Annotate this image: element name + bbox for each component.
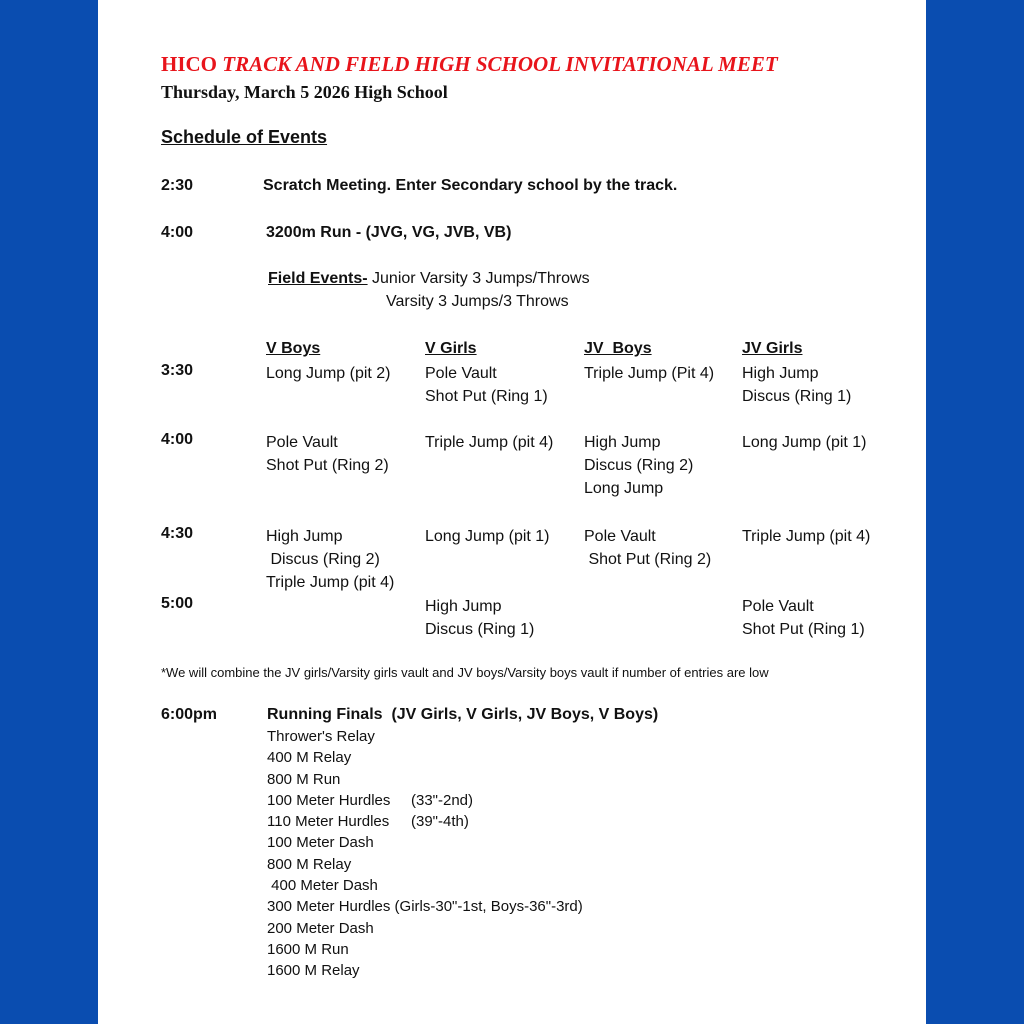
event-entry: Discus (Ring 2) (584, 457, 694, 474)
slot-cell (742, 362, 851, 408)
slot-cell (425, 362, 548, 408)
finals-event-name: 200 Meter Dash (267, 919, 374, 937)
field-events-line2: Varsity 3 Jumps/3 Throws (386, 293, 569, 310)
finals-event (267, 832, 583, 853)
finals-event-name: 100 Meter Dash (267, 834, 374, 852)
finals-event (267, 939, 583, 960)
schedule-heading: Schedule of Events (161, 127, 328, 147)
column-v-girls: V Girls (425, 340, 477, 357)
finals-title: Running Finals (JV Girls, V Girls, JV Boys, V Boys) (267, 706, 659, 723)
column-jv-girls: JV Girls (742, 340, 803, 357)
finals-event (267, 790, 583, 811)
finals-event-list (267, 726, 583, 982)
event-entry: Triple Jump (pit 4) (742, 528, 871, 545)
event-entry: Pole Vault (584, 528, 656, 545)
slot-time: 5:00 (161, 595, 194, 612)
event-entry: Discus (Ring 1) (742, 388, 852, 405)
event-entry: Shot Put (Ring 1) (742, 621, 865, 638)
slot-cell (584, 431, 693, 500)
event-entry: Discus (Ring 1) (425, 621, 535, 638)
finals-event-name: 100 Meter Hurdles (267, 791, 391, 809)
finals-event-name: 1600 M Run (267, 940, 349, 958)
event-entry: Triple Jump (Pit 4) (584, 365, 715, 382)
meet-date: Thursday, March 5 2026 High School (161, 82, 448, 102)
finals-event (267, 854, 583, 875)
event-entry: High Jump (742, 365, 819, 382)
finals-event-name: 800 M Relay (267, 855, 352, 873)
finals-event-name: 800 M Run (267, 770, 341, 788)
event-entry: Long Jump (pit 1) (742, 434, 867, 451)
finals-event (267, 726, 583, 747)
column-jv-boys: JV Boys (584, 340, 652, 357)
finals-event-name: 400 Meter Dash (267, 877, 378, 895)
finals-event-name: 400 M Relay (267, 749, 352, 767)
meet-title: HICO TRACK AND FIELD HIGH SCHOOL INVITATIONAL MEET (161, 52, 778, 76)
finals-event-detail: (33"-2nd) (411, 791, 474, 809)
event-entry: Triple Jump (pit 4) (266, 574, 395, 591)
event-entry: Discus (Ring 2) (266, 551, 380, 568)
finals-event (267, 875, 583, 896)
event-entry: Pole Vault (425, 365, 497, 382)
finals-event-name: 1600 M Relay (267, 962, 360, 980)
event-entry: Shot Put (Ring 2) (584, 551, 712, 568)
slot-cell (266, 431, 389, 477)
finals-event-name: 300 Meter Hurdles (Girls-30"-1st, Boys-36"-3rd) (267, 898, 583, 916)
slot-cell (742, 595, 865, 641)
run3200-text: 3200m Run - (JVG, VG, JVB, VB) (266, 224, 512, 241)
finals-event (267, 918, 583, 939)
event-entry: Pole Vault (742, 598, 814, 615)
finals-event (267, 896, 583, 917)
schedule-document (98, 0, 926, 1024)
slot-cell (742, 525, 870, 548)
scratch-time: 2:30 (161, 177, 194, 194)
combine-note: *We will combine the JV girls/Varsity girls vault and JV boys/Varsity boys vault if number of entries are low (161, 665, 769, 680)
slot-cell (584, 362, 714, 385)
event-entry: Shot Put (Ring 2) (266, 457, 389, 474)
slot-cell (742, 431, 867, 454)
finals-event-name: 110 Meter Hurdles (267, 813, 390, 831)
finals-event-detail: (39"-4th) (411, 813, 469, 831)
finals-event (267, 960, 583, 981)
finals-event (267, 747, 583, 768)
slot-time: 4:00 (161, 431, 194, 448)
event-entry: Long Jump (584, 480, 664, 497)
event-entry: Triple Jump (pit 4) (425, 434, 554, 451)
event-entry: Pole Vault (266, 434, 338, 451)
field-events-line1: Field Events- Junior Varsity 3 Jumps/Throws (268, 270, 590, 287)
slot-cell (425, 525, 550, 548)
finals-event-name: Thrower's Relay (267, 728, 375, 745)
column-v-boys: V Boys (266, 340, 321, 357)
scratch-text: Scratch Meeting. Enter Secondary school by the track. (263, 177, 678, 194)
slot-cell (584, 525, 711, 571)
slot-cell (425, 431, 553, 454)
event-entry: Long Jump (pit 1) (425, 528, 550, 545)
slot-time: 3:30 (161, 362, 194, 379)
event-entry: Long Jump (pit 2) (266, 365, 391, 382)
finals-event (267, 811, 583, 832)
finals-time: 6:00pm (161, 706, 218, 723)
slot-cell (266, 525, 394, 594)
event-entry: High Jump (425, 598, 502, 615)
slot-cell (425, 595, 534, 641)
slot-time: 4:30 (161, 525, 194, 542)
event-entry: Shot Put (Ring 1) (425, 388, 548, 405)
run3200-time: 4:00 (161, 224, 194, 241)
event-entry: High Jump (266, 528, 343, 545)
slot-cell (266, 362, 391, 385)
finals-event (267, 769, 583, 790)
event-entry: High Jump (584, 434, 661, 451)
